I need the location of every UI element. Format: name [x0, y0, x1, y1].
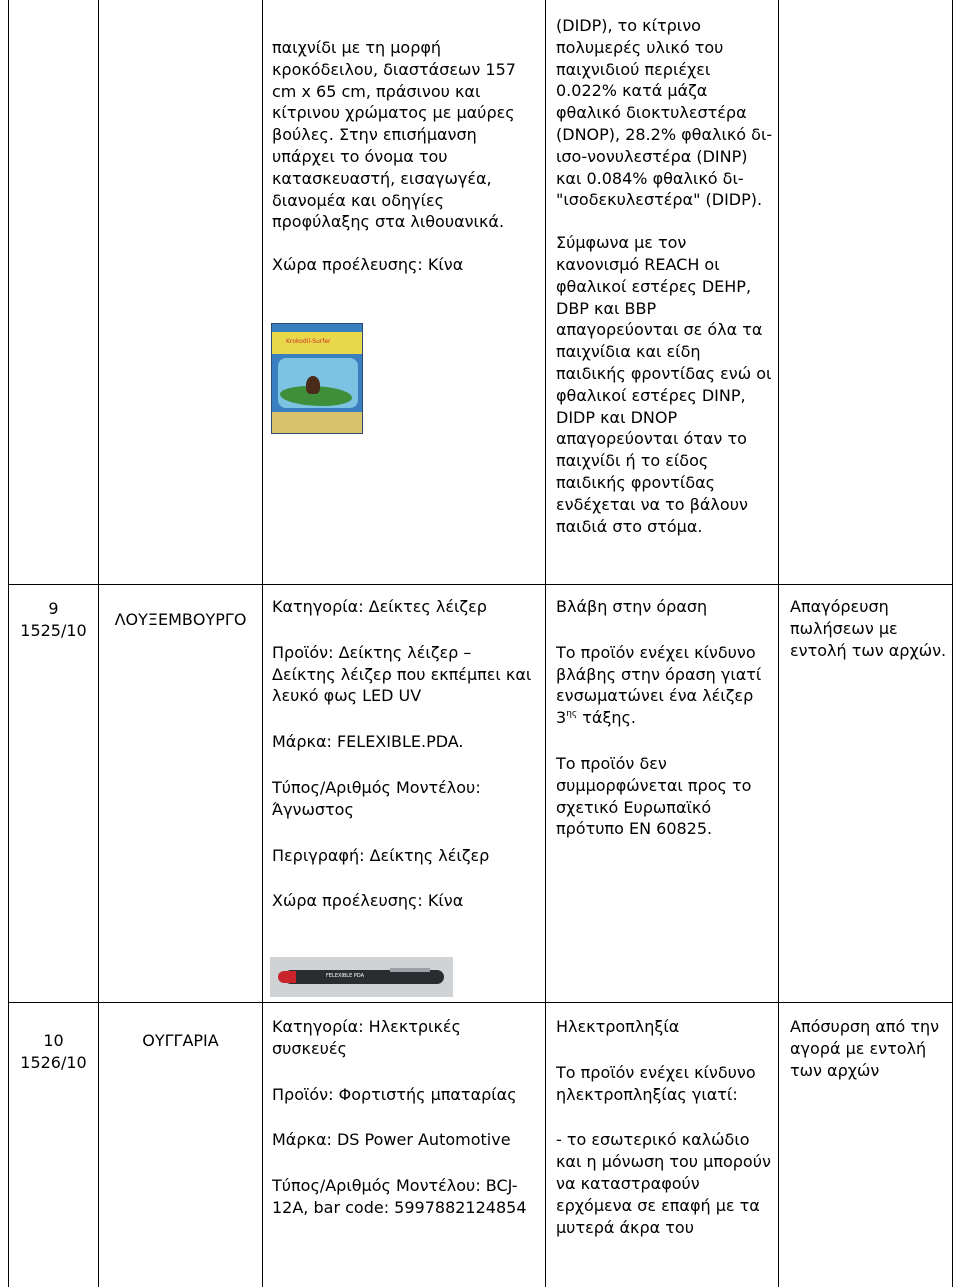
product-description: Περιγραφή: Δείκτης λέιζερ — [272, 845, 490, 865]
risk-cell — [556, 15, 774, 537]
row-divider — [8, 584, 953, 585]
risk-cause-text: - το εσωτερικό καλώδιο και η μόνωση του μπορούν να καταστραφούν ερχόμενα σε επαφή με τα μυτερά άκρα του — [556, 1130, 771, 1237]
product-description: παιχνίδι με τη μορφή κροκόδειλου, διαστάσεων 157 cm x 65 cm, πράσινου και κίτρινου χρώματος με μαύρες βούλες. Στην επισήμανση υπάρχει το όνομα του κατασκευαστή, εισαγωγέα, διανομέα και οδηγίες προφύλαξης στα λιθουανικά. — [272, 38, 516, 232]
product-name: Προϊόν: Δείκτης λέιζερ – Δείκτης λέιζερ που εκπέμπει και λευκό φως LED UV — [272, 642, 532, 706]
risk-cell — [556, 596, 774, 840]
measure-text: Απαγόρευση πωλήσεων με εντολή των αρχών. — [790, 597, 947, 660]
product-name: Προϊόν: Φορτιστής μπαταρίας — [272, 1084, 517, 1104]
column-divider — [778, 0, 779, 1287]
risk-cell — [556, 1016, 774, 1238]
notifying-country: ΟΥΓΓΑΡΙΑ — [142, 1031, 219, 1050]
notification-ref: 1526/10 — [20, 1052, 87, 1072]
table-border-left — [8, 0, 9, 1287]
country-cell — [99, 1030, 262, 1052]
product-model: Τύπος/Αριθμός Μοντέλου: Άγνωστος — [272, 777, 481, 819]
row-divider — [8, 1002, 953, 1003]
product-category: Κατηγορία: Ηλεκτρικές συσκευές — [272, 1017, 461, 1058]
product-category: Κατηγορία: Δείκτες λέιζερ — [272, 597, 487, 616]
measure-cell — [790, 596, 948, 661]
column-divider — [98, 0, 99, 1287]
product-description-cell — [272, 37, 540, 276]
photo-product-label: FELEXIBLE PDA — [326, 973, 365, 979]
column-divider — [262, 0, 263, 1287]
row-number-cell — [9, 598, 98, 642]
product-brand: Μάρκα: FELEXIBLE.PDA. — [272, 732, 464, 752]
product-model: Τύπος/Αριθμός Μοντέλου: BCJ-12A, bar code: 5997882124854 — [272, 1176, 527, 1217]
risk-text: (DIDP), το κίτρινο πολυμερές υλικό του παιχνιδιού περιέχει 0.022% κατά μάζα φθαλικό διοκτυλεστέρα (DNOP), 28.2% φθαλικό δι-ισο-νονυλεστέρα (DINP) και 0.084% φθαλικό δι-"ισοδεκυλεστέρα" (DIDP). — [556, 16, 773, 210]
product-cell — [272, 1016, 540, 1219]
laser-pointer-photo — [270, 957, 453, 997]
photo-box-label: Krokodil-Surfer — [286, 338, 331, 345]
product-brand: Μάρκα: DS Power Automotive — [272, 1130, 511, 1150]
table-border-right — [952, 0, 953, 1287]
risk-standard-text: Το προϊόν δεν συμμορφώνεται προς το σχετικό Ευρωπαϊκό πρότυπο EN 60825. — [556, 753, 752, 839]
risk-title: Βλάβη στην όραση — [556, 597, 708, 616]
row-number-cell — [9, 1030, 98, 1074]
measure-text: Απόσυρση από την αγορά με εντολή των αρχών — [790, 1017, 940, 1080]
measure-cell — [790, 1016, 948, 1081]
risk-title: Ηλεκτροπληξία — [556, 1017, 680, 1036]
country-of-origin: Χώρα προέλευσης: Κίνα — [272, 891, 464, 911]
notification-ref: 1525/10 — [20, 620, 87, 640]
risk-text: Το προϊόν ενέχει κίνδυνο βλάβης στην όραση γιατί ενσωματώνει ένα λέιζερ $3^{\eta\varsigma}$ τάξης. — [556, 642, 762, 728]
risk-regulation-text: Σύμφωνα με τον κανονισμό REACH οι φθαλικοί εστέρες DEHP, DBP και BBP απαγορεύονται σε όλα τα παιχνίδια και είδη παιδικής φροντίδας ενώ οι φθαλικοί εστέρες DINP, DIDP και DNOP απαγορεύονται όταν το παιχνίδι ή το είδος παιδικής φροντίδας ενδέχεται να το βάλουν παιδιά στο στόμα. — [556, 233, 772, 536]
country-of-origin: Χώρα προέλευσης: Κίνα — [272, 255, 464, 275]
crocodile-toy-photo — [271, 323, 363, 434]
risk-text: Το προϊόν ενέχει κίνδυνο ηλεκτροπληξίας γιατί: — [556, 1062, 756, 1104]
row-number: 9 — [48, 599, 59, 618]
notifying-country: ΛΟΥΞΕΜΒΟΥΡΓΟ — [114, 610, 247, 629]
column-divider — [545, 0, 546, 1287]
product-cell — [272, 596, 540, 912]
country-cell — [99, 609, 262, 631]
row-number: 10 — [43, 1031, 64, 1050]
